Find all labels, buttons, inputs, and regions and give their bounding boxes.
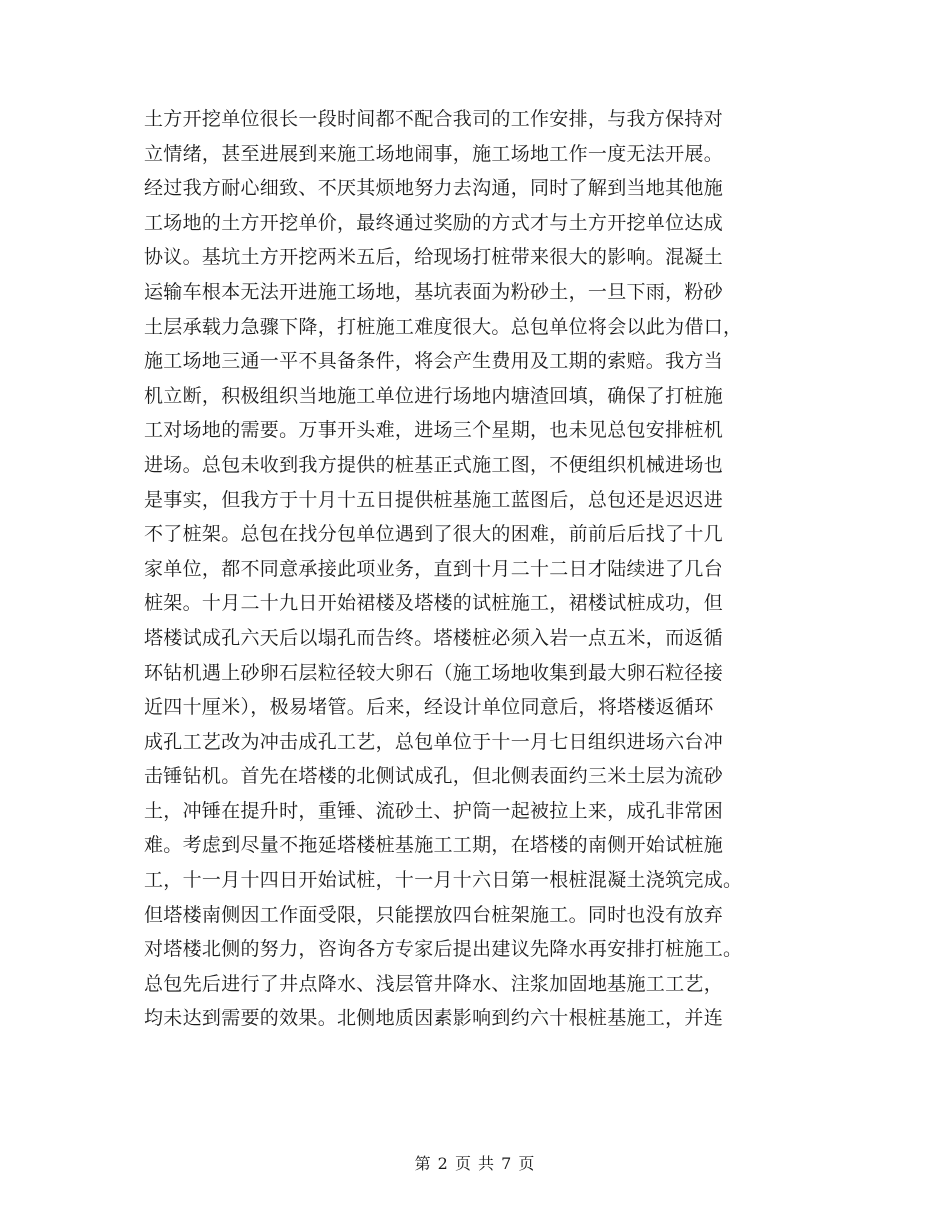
text-line: 工，十一月十四日开始试桩，十一月十六日第一根桩混凝土浇筑完成。 — [144, 869, 743, 892]
text-line: 工场地的土方开挖单价，最终通过奖励的方式才与土方开挖单位达成 — [144, 211, 724, 234]
text-line: 但塔楼南侧因工作面受限，只能摆放四台桩架施工。同时也没有放弃 — [144, 903, 724, 926]
text-line: 土，冲锤在提升时，重锤、流砂土、护筒一起被拉上来，成孔非常困 — [144, 799, 724, 822]
body-text — [144, 102, 824, 1036]
text-line: 桩架。十月二十九日开始裙楼及塔楼的试桩施工，裙楼试桩成功，但 — [144, 592, 724, 615]
text-line: 难。考虑到尽量不拖延塔楼桩基施工工期，在塔楼的南侧开始试桩施 — [144, 834, 724, 857]
text-line: 土方开挖单位很长一段时间都不配合我司的工作安排，与我方保持对 — [144, 108, 724, 130]
text-line: 对塔楼北侧的努力，咨询各方专家后提出建议先降水再安排打桩施工。 — [144, 938, 743, 961]
text-line: 机立断，积极组织当地施工单位进行场地内塘渣回填，确保了打桩施 — [144, 384, 724, 407]
text-line: 土层承载力急骤下降，打桩施工难度很大。总包单位将会以此为借口， — [144, 315, 743, 338]
text-line: 经过我方耐心细致、不厌其烦地努力去沟通，同时了解到当地其他施 — [144, 177, 724, 200]
text-line: 协议。基坑土方开挖两米五后，给现场打桩带来很大的影响。混凝土 — [144, 246, 724, 269]
text-line: 运输车根本无法开进施工场地，基坑表面为粉砂土，一旦下雨，粉砂 — [144, 280, 724, 303]
text-line: 家单位，都不同意承接此项业务，直到十月二十二日才陆续进了几台 — [144, 557, 724, 580]
text-line: 施工场地三通一平不具备条件，将会产生费用及工期的索赔。我方当 — [144, 350, 724, 373]
page-number-footer: 第 2 页 共 7 页 — [414, 1154, 536, 1173]
text-line: 工对场地的需要。万事开头难，进场三个星期，也未见总包安排桩机 — [144, 419, 724, 442]
text-line: 环钻机遇上砂卵石层粒径较大卵石（施工场地收集到最大卵石粒径接 — [144, 661, 724, 684]
text-line: 击锤钻机。首先在塔楼的北侧试成孔，但北侧表面约三米土层为流砂 — [144, 765, 724, 788]
text-line: 均未达到需要的效果。北侧地质因素影响到约六十根桩基施工，并连 — [144, 1007, 724, 1030]
text-line: 不了桩架。总包在找分包单位遇到了很大的困难，前前后后找了十几 — [144, 523, 724, 546]
text-line: 塔楼试成孔六天后以塌孔而告终。塔楼桩必须入岩一点五米，而返循 — [144, 626, 724, 649]
text-line: 近四十厘米），极易堵管。后来，经设计单位同意后，将塔楼返循环 — [144, 696, 714, 719]
text-line: 是事实，但我方于十月十五日提供桩基施工蓝图后，总包还是迟迟进 — [144, 488, 724, 511]
text-line: 立情绪，甚至进展到来施工场地闹事，施工场地工作一度无法开展。 — [144, 142, 724, 165]
text-line: 进场。总包未收到我方提供的桩基正式施工图，不便组织机械进场也 — [144, 453, 724, 476]
text-line: 成孔工艺改为冲击成孔工艺，总包单位于十一月七日组织进场六台冲 — [144, 730, 724, 753]
text-line: 总包先后进行了井点降水、浅层管井降水、注浆加固地基施工工艺， — [144, 972, 724, 995]
